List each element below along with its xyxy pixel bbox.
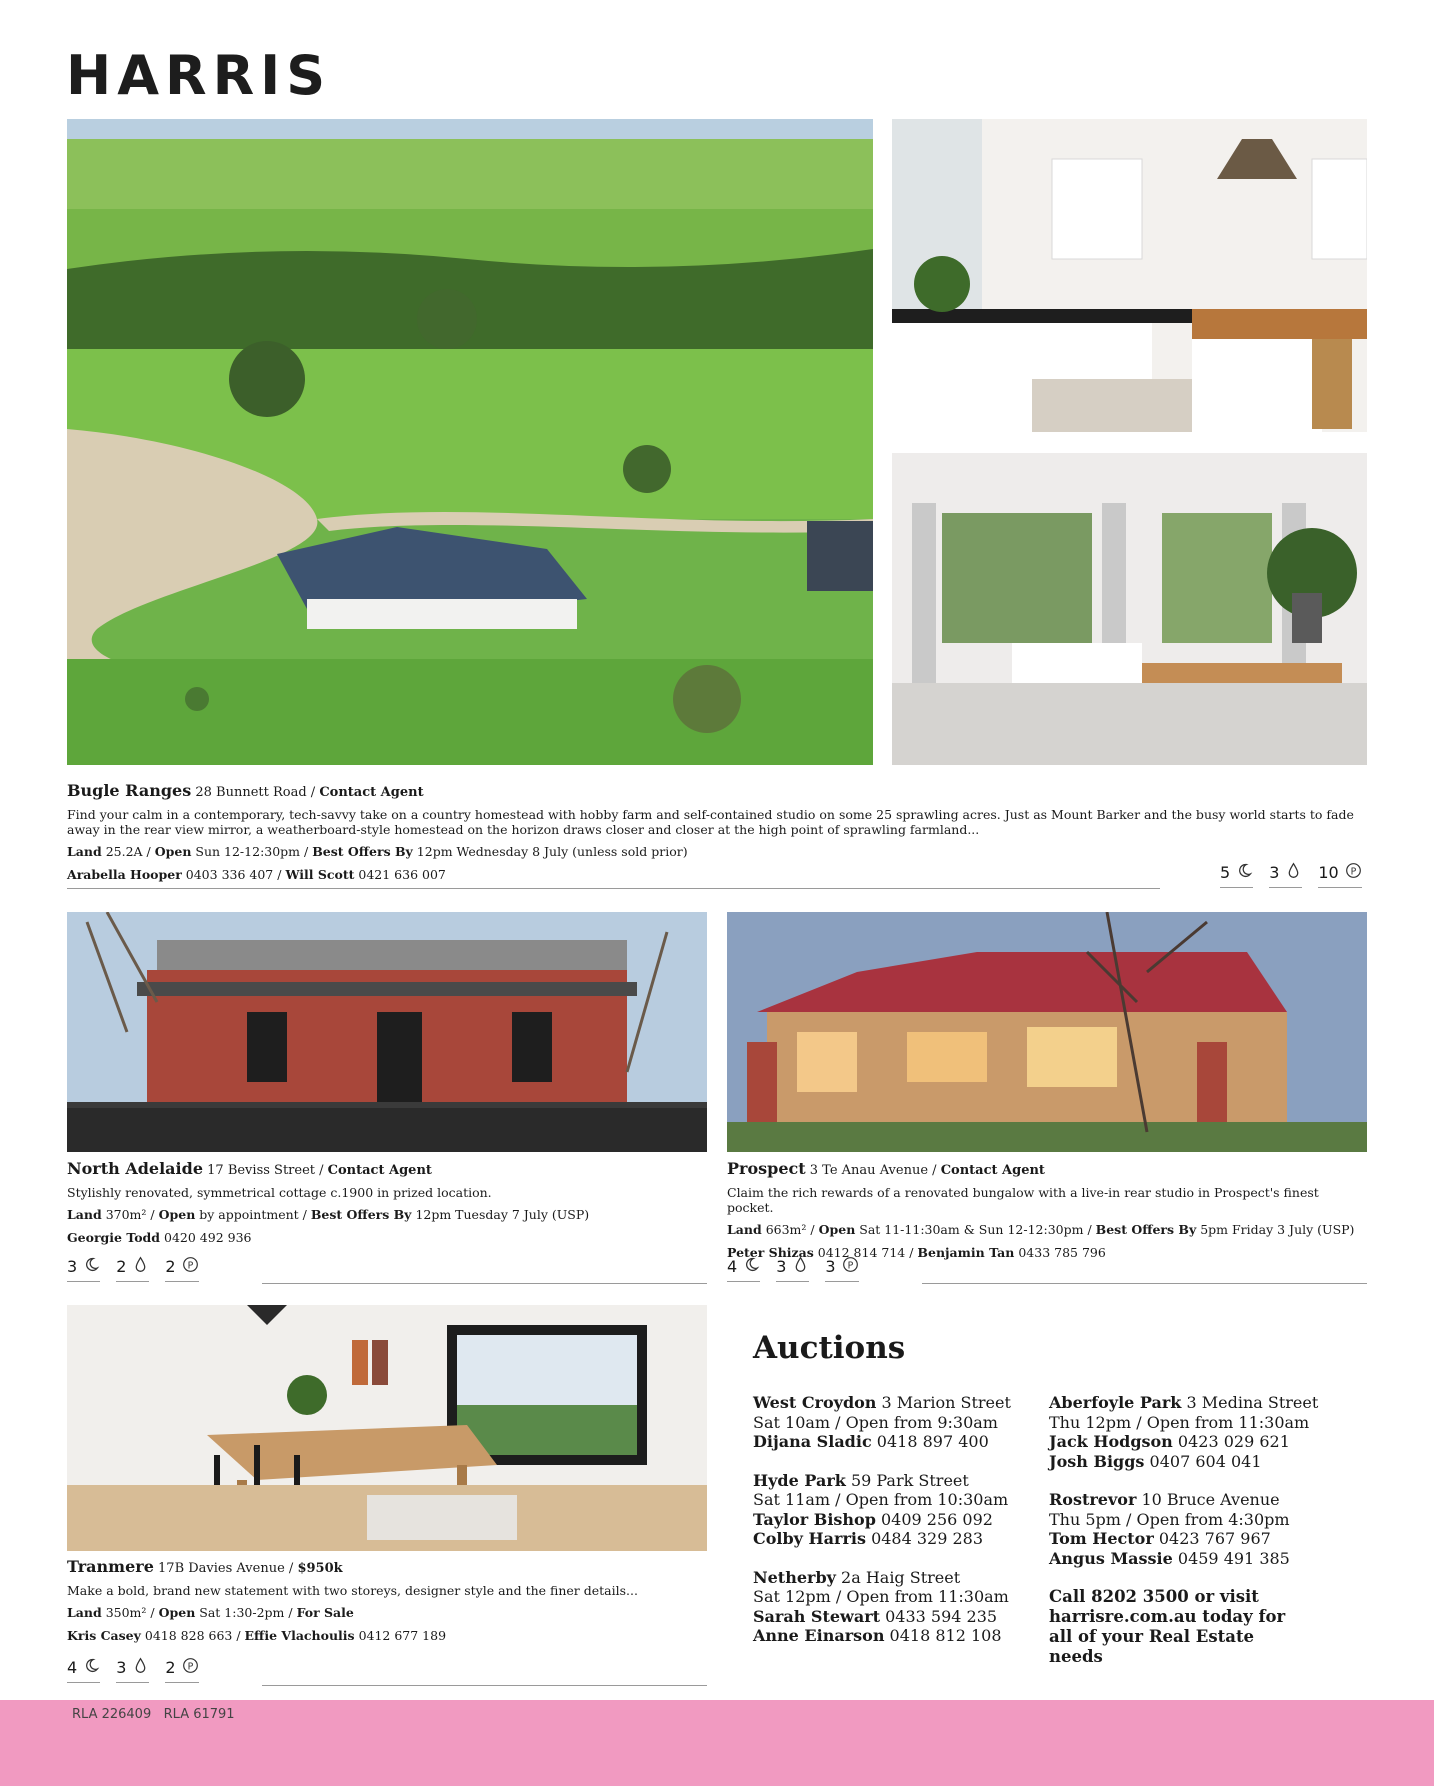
address: 17 Beviss Street [207, 1163, 315, 1178]
agents: Arabella Hooper 0403 336 407 / Will Scott 0421 636 007 [67, 867, 446, 882]
auctions-heading: Auctions [753, 1330, 906, 1366]
bathrooms: 3 [776, 1256, 809, 1282]
bedrooms: 4 [727, 1256, 760, 1282]
auction-item: Hyde Park 59 Park Street Sat 11am / Open from 10:30am Taylor Bishop 0409 256 092 Colby Harris 0484 329 283 [753, 1470, 1009, 1548]
moon-icon [1236, 862, 1253, 883]
bugle-ranges-main-photo [67, 119, 873, 765]
agents: Kris Casey 0418 828 663 / Effie Vlachoulis 0412 677 189 [67, 1628, 447, 1643]
listing-title: Tranmere 17B Davies Avenue / $950k [67, 1557, 343, 1576]
auction-item: West Croydon 3 Marion Street Sat 10am / Open from 9:30am Dijana Sladic 0418 897 400 [753, 1393, 1011, 1451]
auctions-right-column [1049, 1393, 1349, 1667]
rla-numbers: RLA 226409 RLA 61791 [72, 1707, 235, 1722]
tranmere-photo [67, 1305, 707, 1551]
address: 3 Te Anau Avenue [809, 1163, 929, 1178]
description: Claim the rich rewards of a renovated bungalow with a live-in rear studio in Prospect's finest pocket. [727, 1185, 1319, 1215]
auctions-left-column [753, 1393, 1038, 1665]
prospect-photo [727, 912, 1367, 1152]
divider [922, 1283, 1367, 1284]
prospect-features [727, 1256, 859, 1282]
prospect-listing [727, 1160, 1367, 1261]
address: 28 Bunnett Road [195, 785, 307, 800]
bedrooms: 3 [67, 1256, 100, 1282]
auction-item: Aberfoyle Park 3 Medina Street Thu 12pm / Open from 11:30am Jack Hodgson 0423 029 621 Josh Biggs 0407 604 041 [1049, 1393, 1319, 1471]
bedrooms: 5 [1220, 862, 1253, 888]
price: Contact Agent [327, 1163, 432, 1178]
price: Contact Agent [940, 1163, 1045, 1178]
suburb: Tranmere [67, 1557, 154, 1576]
north-adelaide-listing [67, 1160, 707, 1246]
call-to-action: Call 8202 3500 or visit harrisre.com.au today for all of your Real Estate needs [1049, 1587, 1286, 1666]
description: Stylishly renovated, symmetrical cottage c.1900 in prized location. [67, 1185, 492, 1200]
north-adelaide-photo [67, 912, 707, 1152]
divider [262, 1283, 707, 1284]
parking-icon [182, 1256, 199, 1277]
north-adelaide-features [67, 1256, 199, 1282]
bugle-ranges-listing [67, 782, 1367, 883]
agents: Peter Shizas 0412 814 714 / Benjamin Tan 0433 785 796 [727, 1245, 1106, 1260]
bugle-ranges-living-photo [892, 453, 1367, 765]
car-spaces: 10 P [1318, 862, 1361, 888]
agents: Georgie Todd 0420 492 936 [67, 1230, 252, 1245]
water-drop-icon [132, 1256, 149, 1277]
parking-icon [1345, 862, 1362, 883]
details: Land 370m² / Open by appointment / Best Offers By 12pm Tuesday 7 July (USP) [67, 1207, 590, 1222]
moon-icon [83, 1256, 100, 1277]
divider [262, 1685, 707, 1686]
details: Land 663m² / Open Sat 11-11:30am & Sun 12-12:30pm / Best Offers By 5pm Friday 3 July (USP) [727, 1222, 1355, 1237]
listing-title: Bugle Ranges 28 Bunnett Road / Contact Agent [67, 781, 424, 800]
svg-text:P: P [1350, 866, 1357, 878]
moon-icon [83, 1657, 100, 1678]
water-drop-icon [132, 1657, 149, 1678]
car-spaces: 3 P [825, 1256, 858, 1282]
listing-title: Prospect 3 Te Anau Avenue / Contact Agent [727, 1159, 1045, 1178]
bedrooms: 4 [67, 1657, 100, 1683]
water-drop-icon [1285, 862, 1302, 883]
description: Find your calm in a contemporary, tech-savvy take on a country homestead with hobby farm and self-contained studio on some 25 sprawling acres. Just as Mount Barker and the busy world starts to fade away in the rear view mirror, a weatherboard-style homestead on the horizon draws closer and closer at the high point of sprawling farmland... [67, 807, 1354, 837]
car-spaces: 2 P [165, 1256, 198, 1282]
details: Land 350m² / Open Sat 1:30-2pm / For Sale [67, 1605, 354, 1620]
suburb: Prospect [727, 1159, 806, 1178]
bugle-ranges-kitchen-photo [892, 119, 1367, 432]
address: 17B Davies Avenue [158, 1561, 285, 1576]
price: Contact Agent [319, 785, 424, 800]
parking-icon [842, 1256, 859, 1277]
car-spaces: 2 P [165, 1657, 198, 1683]
suburb: North Adelaide [67, 1159, 203, 1178]
auction-item: Rostrevor 10 Bruce Avenue Thu 5pm / Open from 4:30pm Tom Hector 0423 767 967 Angus Massie 0459 491 385 [1049, 1490, 1290, 1568]
description: Make a bold, brand new statement with two storeys, designer style and the finer details... [67, 1583, 638, 1598]
moon-icon [743, 1256, 760, 1277]
bugle-ranges-features [1220, 862, 1362, 888]
harris-logo: HARRIS [66, 44, 332, 107]
price: $950k [297, 1561, 343, 1576]
svg-text:P: P [187, 1661, 193, 1673]
bathrooms: 2 [116, 1256, 149, 1282]
listing-title: North Adelaide 17 Beviss Street / Contact Agent [67, 1159, 432, 1178]
suburb: Bugle Ranges [67, 781, 192, 800]
water-drop-icon [792, 1256, 809, 1277]
bathrooms: 3 [1269, 862, 1302, 888]
svg-text:P: P [187, 1260, 193, 1272]
tranmere-listing [67, 1558, 707, 1644]
svg-text:P: P [847, 1260, 853, 1272]
divider [67, 888, 1160, 889]
details: Land 25.2A / Open Sun 12-12:30pm / Best Offers By 12pm Wednesday 8 July (unless sold prior) [67, 844, 688, 859]
parking-icon [182, 1657, 199, 1678]
bathrooms: 3 [116, 1657, 149, 1683]
tranmere-features [67, 1657, 199, 1683]
auction-item: Netherby 2a Haig Street Sat 12pm / Open from 11:30am Sarah Stewart 0433 594 235 Anne Einarson 0418 812 108 [753, 1567, 1009, 1645]
